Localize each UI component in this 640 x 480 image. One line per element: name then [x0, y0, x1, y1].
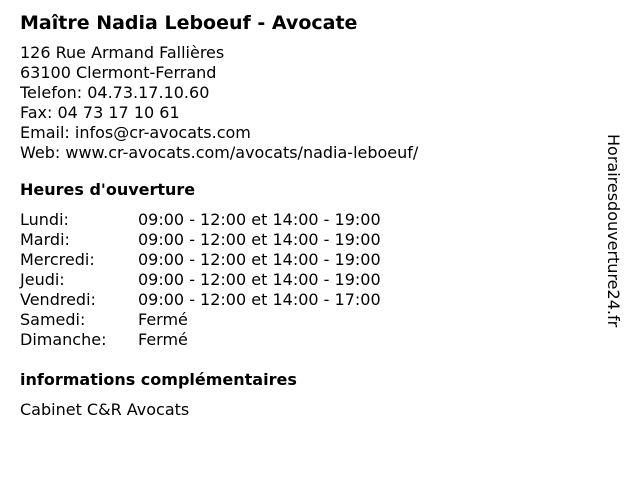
- time-value: 09:00 - 12:00 et 14:00 - 19:00: [138, 230, 381, 249]
- hours-row-sunday: [20, 330, 600, 350]
- listing-card: [20, 11, 600, 420]
- day-label: Dimanche:: [20, 330, 107, 349]
- hours-row-tuesday: [20, 230, 600, 250]
- time-value: Fermé: [138, 330, 188, 349]
- day-label: Jeudi:: [20, 270, 65, 289]
- day-label: Samedi:: [20, 310, 86, 329]
- opening-hours-heading: Heures d'ouverture: [20, 180, 196, 199]
- hours-row-wednesday: [20, 250, 600, 270]
- hours-row-thursday: [20, 270, 600, 290]
- opening-hours-table: [20, 210, 600, 350]
- fax-number: Fax: 04 73 17 10 61: [20, 103, 180, 122]
- hours-row-monday: [20, 210, 600, 230]
- street-address: 126 Rue Armand Fallières: [20, 43, 225, 62]
- time-value: 09:00 - 12:00 et 14:00 - 19:00: [138, 250, 381, 269]
- time-value: 09:00 - 12:00 et 14:00 - 19:00: [138, 270, 381, 289]
- additional-info-text: Cabinet C&R Avocats: [20, 400, 190, 419]
- time-value: 09:00 - 12:00 et 14:00 - 17:00: [138, 290, 381, 309]
- day-label: Mercredi:: [20, 250, 95, 269]
- day-label: Mardi:: [20, 230, 70, 249]
- hours-row-friday: [20, 290, 600, 310]
- page-title: Maître Nadia Leboeuf - Avocate: [20, 12, 358, 34]
- address-block: [20, 43, 600, 163]
- hours-row-saturday: [20, 310, 600, 330]
- time-value: 09:00 - 12:00 et 14:00 - 19:00: [138, 210, 381, 229]
- postal-city: 63100 Clermont-Ferrand: [20, 63, 217, 82]
- site-watermark: Horairesdouverture24.fr: [604, 134, 623, 328]
- website-url: Web: www.cr-avocats.com/avocats/nadia-leboeuf/: [20, 143, 419, 162]
- additional-info-heading: informations complémentaires: [20, 370, 297, 389]
- time-value: Fermé: [138, 310, 188, 329]
- day-label: Vendredi:: [20, 290, 96, 309]
- phone-number: Telefon: 04.73.17.10.60: [20, 83, 210, 102]
- day-label: Lundi:: [20, 210, 69, 229]
- email-address: Email: infos@cr-avocats.com: [20, 123, 251, 142]
